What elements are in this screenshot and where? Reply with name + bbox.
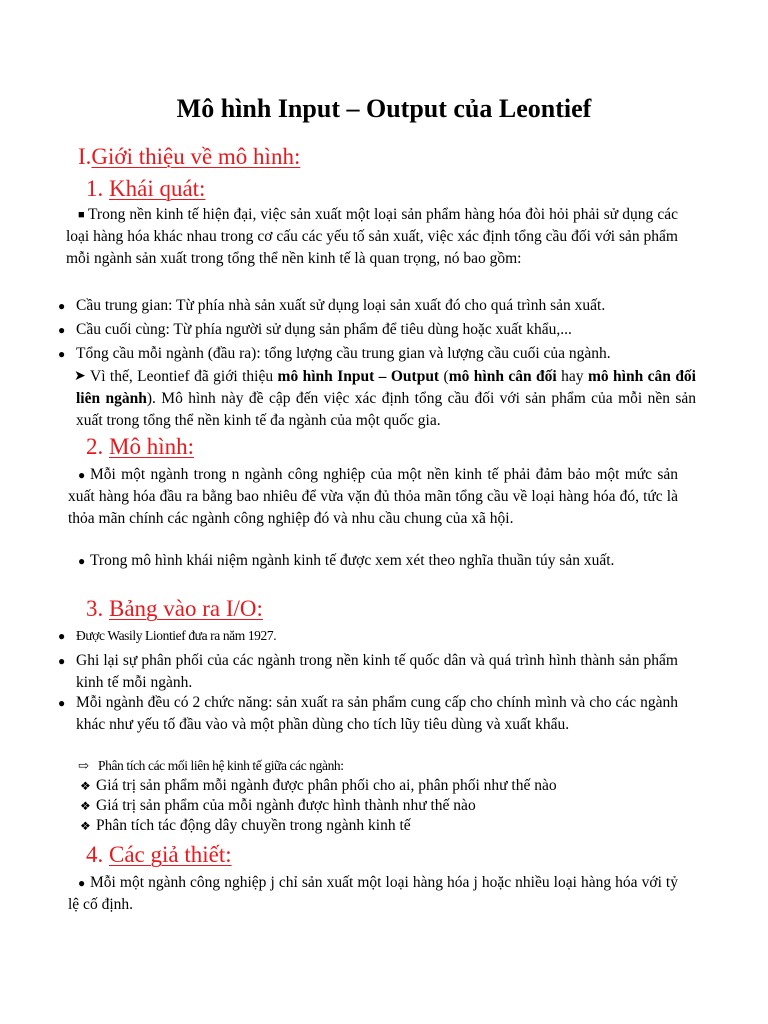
list-item: ● Mỗi một ngành công nghiệp j chỉ sản xuất một loại hàng hóa j hoặc nhiều loại hàng hóa với tỷ lệ cố định. (68, 872, 678, 916)
diamond-bullet-icon: ❖ (80, 819, 91, 833)
overview-intro-paragraph: ■ Trong nền kinh tế hiện đại, việc sản xuất một loại sản phẩm hàng hóa đòi hỏi phải sử dụng các loại hàng hóa khác nhau trong cơ cấu các yếu tố sản xuất, việc xác định tổng cầu đối với sản phẩm mỗi ngành sản xuất trong tổng thể nền kinh tế là quan trọng, nó bao gồm: (66, 204, 678, 270)
square-bullet-icon: ■ (78, 209, 85, 221)
bullet-icon: ● (58, 654, 66, 668)
arrowhead-bullet-icon: ➤ (74, 369, 86, 384)
bullet-icon: ● (58, 629, 66, 643)
bullet-icon: ● (78, 876, 86, 890)
bullet-icon: ● (78, 468, 86, 482)
list-item: ● Được Wasily Liontief đưa ra năm 1927. (58, 626, 276, 646)
list-item: ❖ Phân tích tác động dây chuyền trong ngành kinh tế (80, 817, 411, 834)
bullet-icon: ● (58, 696, 66, 710)
hollow-arrow-icon: ⇨ (78, 758, 89, 773)
subsection-heading-model: 2. Mô hình: (86, 434, 194, 459)
list-item: ● Tổng cầu mỗi ngành (đầu ra): tổng lượng cầu trung gian và lượng cầu cuối của ngành. (58, 345, 611, 362)
subsection-heading-io-table: 3. Bảng vào ra I/O: (86, 596, 263, 621)
list-item: ● Cầu trung gian: Từ phía nhà sản xuất sử dụng loại sản xuất đó cho quá trình sản xuất. (58, 297, 606, 314)
list-item: ● Mỗi một ngành trong n ngành công nghiệp của một nền kinh tế phải đảm bảo một mức sản xuất hàng hóa đầu ra bằng bao nhiêu để vừa vặn đủ thỏa mãn tổng cầu về loại hàng hóa đó, tức là thỏa mãn chính các ngành công nghiệp đó và nhu cầu chung của xã hội. (68, 464, 678, 530)
analysis-heading: ⇨ Phân tích các mối liên hệ kinh tế giữa các ngành: (78, 756, 344, 776)
diamond-bullet-icon: ❖ (80, 779, 91, 793)
list-item: ● Mỗi ngành đều có 2 chức năng: sản xuất ra sản phẩm cung cấp cho chính mình và cho các ngành khác như yếu tố đầu vào và một phần dùng cho tích lũy tiêu dùng và xuất khẩu. (58, 694, 678, 733)
overview-conclusion-paragraph: ➤ Vì thế, Leontief đã giới thiệu mô hình Input – Output (mô hình cân đối hay mô hình cân đối liên ngành). Mô hình này đề cập đến việc xác định tổng cầu đối với sản phẩm của mỗi nền sản xuất trong tổng thể nền kinh tế đa ngành của một quốc gia. (74, 368, 696, 429)
bullet-icon: ● (58, 299, 66, 313)
list-item: ● Trong mô hình khái niệm ngành kinh tế được xem xét theo nghĩa thuần túy sản xuất. (68, 550, 678, 572)
bullet-icon: ● (58, 347, 66, 361)
list-item: ❖ Giá trị sản phẩm mỗi ngành được phân phối cho ai, phân phối như thế nào (80, 777, 557, 794)
bullet-icon: ● (58, 323, 66, 337)
list-item: ❖ Giá trị sản phẩm của mỗi ngành được hình thành như thế nào (80, 797, 476, 814)
diamond-bullet-icon: ❖ (80, 799, 91, 813)
page-title: Mô hình Input – Output của Leontief (176, 94, 592, 123)
section-heading-intro: I.Giới thiệu về mô hình: (78, 144, 301, 169)
subsection-heading-overview: 1. Khái quát: (86, 176, 206, 201)
bullet-icon: ● (78, 554, 86, 568)
list-item: ● Cầu cuối cùng: Từ phía người sử dụng sản phẩm để tiêu dùng hoặc xuất khẩu,... (58, 321, 572, 338)
list-item: ● Ghi lại sự phân phối của các ngành trong nền kinh tế quốc dân và quá trình hình thành sản phẩm kinh tế mỗi ngành. (58, 652, 678, 691)
subsection-heading-assumptions: 4. Các giả thiết: (86, 842, 232, 867)
